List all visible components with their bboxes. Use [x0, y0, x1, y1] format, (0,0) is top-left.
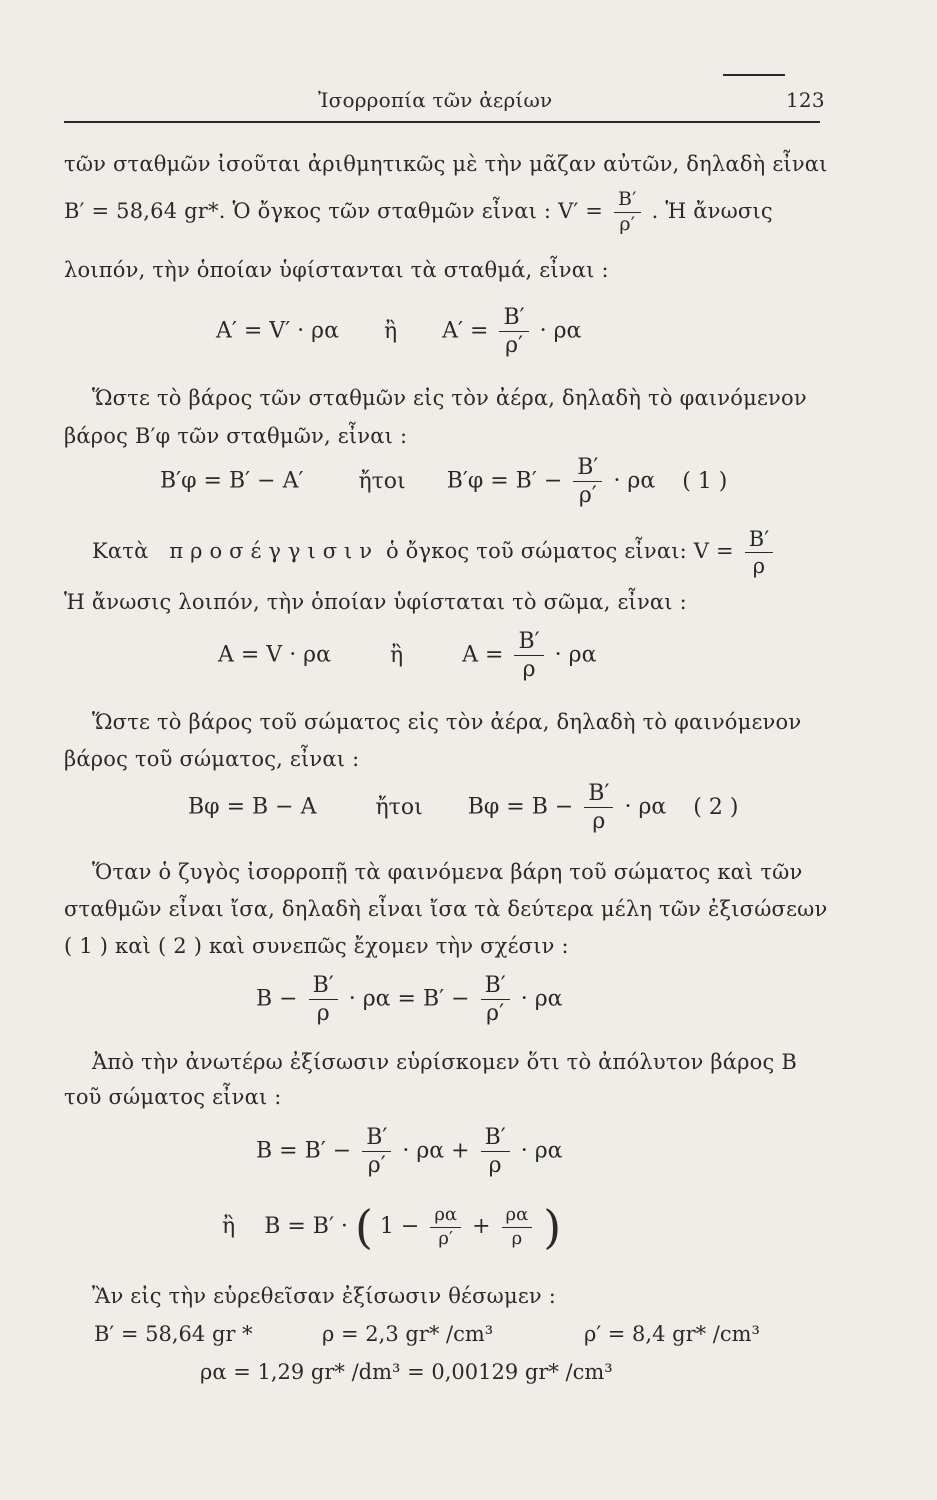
fraction-numerator: ρα	[502, 1206, 533, 1228]
fraction-B-over-rho	[309, 974, 338, 1025]
inline-text: B′ = 58,64 gr*. Ὁ ὄγκος τῶν σταθμῶν εἶναι : V′ =	[64, 198, 604, 223]
equation-part: A = V · ρα	[218, 642, 331, 668]
equation-part: · ρα	[520, 986, 563, 1012]
fraction-B-over-rho-prime	[573, 456, 602, 507]
right-paren: )	[543, 1200, 562, 1254]
equation-part: A′ = V′ · ρα	[216, 318, 339, 344]
value-rho-prime: ρ′ = 8,4 gr* /cm³	[584, 1322, 760, 1346]
equation-absolute-weight-factored	[222, 1200, 561, 1254]
equation-part: B′φ = B′ − A′	[160, 468, 304, 494]
equation-part: +	[472, 1214, 491, 1239]
fraction-numerator: B′	[614, 190, 641, 213]
fraction-denominator: ρ′	[619, 212, 636, 235]
fraction-B-over-rho	[514, 630, 543, 681]
equation-part: · ρα	[520, 1138, 563, 1164]
fraction-rho-a-over-rho	[502, 1203, 533, 1249]
text-line: σταθμῶν εἶναι ἴσα, δηλαδὴ εἶναι ἴσα τὰ δεύτερα μέλη τῶν ἐξισώσεων	[64, 897, 828, 921]
fraction-numerator: B′	[309, 974, 338, 1000]
equation-or: ἢ	[389, 642, 404, 668]
fraction-B-over-rho-prime	[481, 974, 510, 1025]
fraction-denominator: ρ′	[486, 1001, 505, 1027]
text-line: Ὥστε τὸ βάρος τῶν σταθμῶν εἰς τὸν ἀέρα, δηλαδὴ τὸ φαινόμενον	[92, 386, 807, 410]
text-line: τοῦ σώματος εἶναι :	[64, 1085, 282, 1109]
text-line: βάρος τοῦ σώματος, εἶναι :	[64, 747, 360, 771]
equation-part: · ρα +	[402, 1138, 470, 1164]
equation-label: ( 1 )	[682, 468, 728, 494]
page-number: 123	[786, 88, 825, 112]
fraction-B-over-rho	[584, 782, 613, 833]
value-B: B′ = 58,64 gr *	[94, 1322, 253, 1346]
fraction-denominator: ρ	[488, 1153, 502, 1179]
fraction-numerator: B′	[745, 528, 774, 553]
equation-part: · ρα	[554, 642, 597, 668]
equation-label: ( 2 )	[693, 794, 739, 820]
equation-part: A′ =	[442, 318, 489, 344]
equation-balance	[256, 974, 563, 1025]
fraction-denominator: ρ	[316, 1001, 330, 1027]
text-line: Ὥστε τὸ βάρος τοῦ σώματος εἰς τὸν ἀέρα, δηλαδὴ τὸ φαινόμενον	[92, 710, 802, 734]
equation-part: B −	[256, 986, 298, 1012]
fraction-numerator: B′	[584, 782, 613, 808]
fraction-numerator: B′	[514, 630, 543, 656]
equation-buoyancy-weights	[216, 306, 581, 357]
equation-part: · ρα = B′ −	[348, 986, 470, 1012]
text-line: Ἂν εἰς τὴν εὑρεθεῖσαν ἐξίσωσιν θέσωμεν :	[92, 1284, 557, 1308]
equation-part: B = B′ −	[256, 1138, 352, 1164]
text-line	[92, 528, 777, 577]
value-rho: ρ = 2,3 gr* /cm³	[322, 1322, 494, 1346]
fraction-numerator: B′	[362, 1126, 391, 1152]
fraction-B-over-rho-prime	[614, 190, 641, 235]
equation-part: Bφ = B − A	[188, 794, 317, 820]
fraction-denominator: ρ	[592, 809, 606, 835]
text-line: λοιπόν, τὴν ὁποίαν ὑφίστανται τὰ σταθμά, εἶναι :	[64, 258, 609, 282]
fraction-numerator: B′	[481, 974, 510, 1000]
text-line: ( 1 ) καὶ ( 2 ) καὶ συνεπῶς ἔχομεν τὴν σχέσιν :	[64, 934, 569, 958]
equation-part: Bφ = B −	[467, 794, 574, 820]
equation-etoi: ἤτοι	[375, 794, 423, 820]
value-rho-a: ρα = 1,29 gr* /dm³ = 0,00129 gr* /cm³	[200, 1360, 613, 1384]
equation-or: ἢ	[222, 1214, 236, 1239]
inline-text-spaced: προσέγγισιν	[169, 539, 380, 564]
text-line: βάρος B′φ τῶν σταθμῶν, εἶναι :	[64, 424, 408, 448]
fraction-denominator: ρ′	[505, 333, 524, 359]
text-line: τῶν σταθμῶν ἰσοῦται ἀριθμητικῶς μὲ τὴν μᾶζαν αὐτῶν, δηλαδὴ εἶναι	[64, 152, 828, 176]
fraction-numerator: B′	[573, 456, 602, 482]
text-line: Ἀπὸ τὴν ἀνωτέρω ἐξίσωσιν εὑρίσκομεν ὅτι τὸ ἀπόλυτον βάρος B	[92, 1050, 797, 1074]
fraction-denominator: ρ′	[438, 1227, 454, 1249]
fraction-denominator: ρ	[522, 657, 536, 683]
equation-part: · ρα	[624, 794, 667, 820]
fraction-denominator: ρ′	[578, 483, 597, 509]
inline-text: ὁ ὄγκος τοῦ σώματος εἶναι: V =	[385, 539, 734, 564]
equation-1	[160, 456, 727, 507]
header-rule	[64, 121, 820, 123]
fraction-numerator: ρα	[430, 1206, 461, 1228]
fraction-denominator: ρ	[752, 554, 766, 579]
inline-text: Κατὰ	[92, 539, 149, 564]
fraction-denominator: ρ′	[367, 1153, 386, 1179]
fraction-B-over-rho	[481, 1126, 510, 1177]
left-paren: (	[354, 1200, 373, 1254]
equation-part: B = B′ ·	[264, 1214, 348, 1239]
equation-buoyancy-body	[218, 630, 596, 681]
equation-part: · ρα	[539, 318, 582, 344]
fraction-B-over-rho-prime	[499, 306, 528, 357]
text-line: Ἡ ἄνωσις λοιπόν, τὴν ὁποίαν ὑφίσταται τὸ σῶμα, εἶναι :	[64, 590, 687, 614]
equation-part: · ρα	[613, 468, 656, 494]
equation-etoi: ἤτοι	[358, 468, 406, 494]
fraction-denominator: ρ	[511, 1227, 523, 1249]
inline-text: . Ἡ ἄνωσις	[651, 198, 773, 223]
equation-part: A =	[462, 642, 504, 668]
header-top-mark	[723, 74, 785, 76]
equation-absolute-weight	[256, 1126, 563, 1177]
fraction-numerator: B′	[481, 1126, 510, 1152]
equation-part: B′φ = B′ −	[446, 468, 563, 494]
fraction-numerator: B′	[499, 306, 528, 332]
equation-2	[188, 782, 738, 833]
running-head: Ἰσορροπία τῶν ἀερίων	[318, 88, 553, 112]
fraction-B-over-rho-prime	[362, 1126, 391, 1177]
fraction-B-over-rho	[745, 528, 774, 577]
fraction-rho-a-over-rho-prime	[430, 1203, 461, 1249]
equation-or: ἢ	[383, 318, 398, 344]
text-line	[64, 190, 773, 235]
text-line: Ὅταν ὁ ζυγὸς ἰσορροπῇ τὰ φαινόμενα βάρη τοῦ σώματος καὶ τῶν	[92, 860, 803, 884]
equation-part: 1 −	[379, 1214, 420, 1239]
